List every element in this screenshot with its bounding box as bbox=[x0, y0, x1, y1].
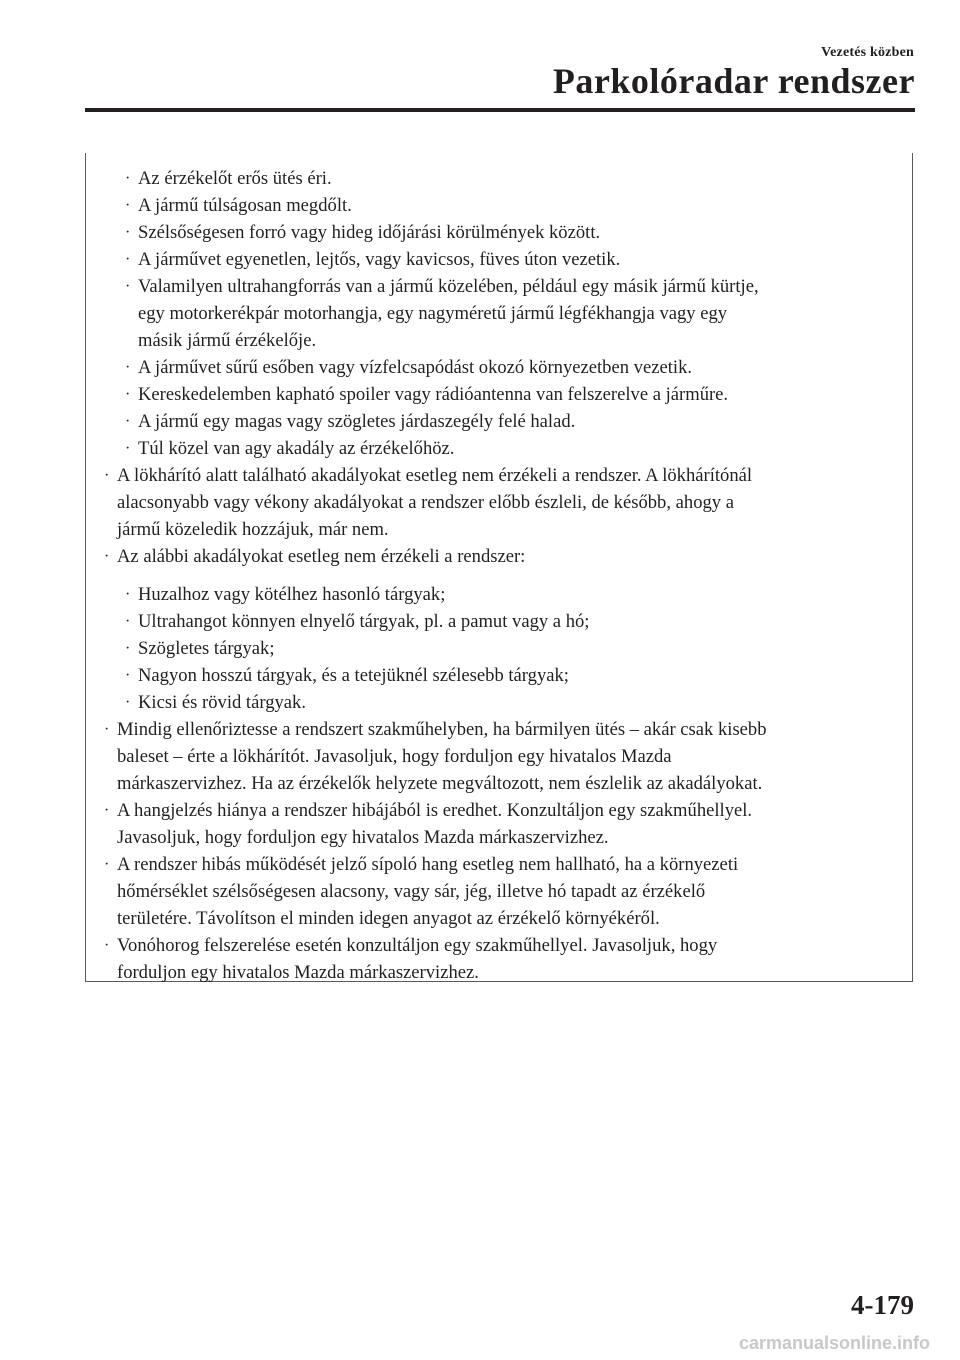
list-item bbox=[104, 543, 526, 570]
list-item bbox=[104, 851, 739, 932]
list-item-line: A hangjelzés hiánya a rendszer hibájából is eredhet. Konzultáljon egy szakműhellyel. bbox=[117, 800, 753, 821]
list-item-line: Nagyon hosszú tárgyak, és a tetejüknél szélesebb tárgyak; bbox=[138, 665, 569, 686]
list-item-line: Javasoljuk, hogy forduljon egy hivatalos Mazda márkaszervizhez. bbox=[117, 827, 609, 848]
bullet-icon: · bbox=[125, 440, 131, 457]
list-item bbox=[125, 408, 576, 435]
list-item-line: Huzalhoz vagy kötélhez hasonló tárgyak; bbox=[138, 584, 446, 605]
section-label: Vezetés közben bbox=[821, 45, 914, 60]
bullet-icon: · bbox=[104, 802, 110, 819]
list-item bbox=[125, 635, 275, 662]
list-item-line: márkaszervizhez. Ha az érzékelők helyzete megváltozott, nem észlelik az akadályokat. bbox=[117, 773, 763, 794]
list-item bbox=[125, 354, 693, 381]
list-item bbox=[125, 689, 306, 716]
list-item bbox=[125, 662, 569, 689]
list-item-line: alacsonyabb vagy vékony akadályokat a rendszer előbb észleli, de később, ahogy a bbox=[117, 492, 734, 513]
list-item bbox=[125, 165, 332, 192]
list-item-line: Szögletes tárgyak; bbox=[138, 638, 275, 659]
bullet-icon: · bbox=[125, 197, 131, 214]
bullet-icon: · bbox=[125, 694, 131, 711]
bullet-icon: · bbox=[125, 586, 131, 603]
list-item-line: hőmérséklet szélsőségesen alacsony, vagy sár, jég, illetve hó tapadt az érzékelő bbox=[117, 881, 706, 902]
list-item bbox=[125, 435, 455, 462]
list-item bbox=[104, 932, 718, 986]
list-item bbox=[125, 192, 352, 219]
bullet-icon: · bbox=[125, 640, 131, 657]
bullet-icon: · bbox=[125, 278, 131, 295]
list-item-line: jármű közeledik hozzájuk, már nem. bbox=[117, 519, 389, 540]
list-item-line: Vonóhorog felszerelése esetén konzultáljon egy szakműhellyel. Javasoljuk, hogy bbox=[117, 935, 718, 956]
list-item bbox=[125, 246, 621, 273]
list-item-line: Kereskedelemben kapható spoiler vagy rádióantenna van felszerelve a járműre. bbox=[138, 384, 729, 405]
bullet-icon: · bbox=[125, 413, 131, 430]
bullet-icon: · bbox=[125, 667, 131, 684]
list-item-line: forduljon egy hivatalos Mazda márkaszervizhez. bbox=[117, 962, 479, 983]
list-item bbox=[125, 608, 590, 635]
bullet-icon: · bbox=[125, 613, 131, 630]
list-item bbox=[104, 716, 767, 797]
list-item-line: Ultrahangot könnyen elnyelő tárgyak, pl. a pamut vagy a hó; bbox=[138, 611, 590, 632]
list-item bbox=[104, 462, 753, 543]
page-title: Parkolóradar rendszer bbox=[552, 61, 915, 101]
list-item-line: A lökhárító alatt található akadályokat esetleg nem érzékeli a rendszer. A lökhárítónál bbox=[117, 465, 753, 486]
list-item-line: Az alábbi akadályokat esetleg nem érzékeli a rendszer: bbox=[117, 546, 526, 567]
bullet-icon: · bbox=[125, 170, 131, 187]
list-item-line: területére. Távolítson el minden idegen anyagot az érzékelő környékéről. bbox=[117, 908, 660, 929]
list-item-line: A jármű egy magas vagy szögletes járdaszegély felé halad. bbox=[138, 411, 576, 432]
bullet-icon: · bbox=[104, 721, 110, 738]
bullet-icon: · bbox=[104, 548, 110, 565]
page-number: 4-179 bbox=[851, 1290, 914, 1320]
bullet-icon: · bbox=[125, 224, 131, 241]
bullet-icon: · bbox=[104, 467, 110, 484]
list-item-line: A jármű túlságosan megdőlt. bbox=[138, 195, 352, 216]
list-item-line: A járművet egyenetlen, lejtős, vagy kavicsos, füves úton vezetik. bbox=[138, 249, 621, 270]
bullet-icon: · bbox=[125, 386, 131, 403]
list-item bbox=[125, 219, 601, 246]
list-item-line: Szélsőségesen forró vagy hideg időjárási körülmények között. bbox=[138, 222, 601, 243]
list-item bbox=[125, 273, 759, 354]
bullet-icon: · bbox=[104, 856, 110, 873]
header-divider bbox=[85, 108, 915, 112]
list-item-line: Valamilyen ultrahangforrás van a jármű közelében, például egy másik jármű kürtje, bbox=[138, 276, 759, 297]
bullet-icon: · bbox=[125, 359, 131, 376]
list-item-line: egy motorkerékpár motorhangja, egy nagyméretű jármű légfékhangja vagy egy bbox=[138, 303, 728, 324]
list-item-line: A járművet sűrű esőben vagy vízfelcsapódást okozó környezetben vezetik. bbox=[138, 357, 693, 378]
list-item-line: másik jármű érzékelője. bbox=[138, 330, 317, 351]
list-item bbox=[125, 581, 446, 608]
bullet-icon: · bbox=[104, 937, 110, 954]
list-item bbox=[104, 797, 753, 851]
list-item-line: A rendszer hibás működését jelző sípoló hang esetleg nem hallható, ha a környezeti bbox=[117, 854, 739, 875]
list-item bbox=[125, 381, 729, 408]
bullet-icon: · bbox=[125, 251, 131, 268]
list-item-line: Kicsi és rövid tárgyak. bbox=[138, 692, 306, 713]
footer-watermark: carmanualsonline.info bbox=[738, 1333, 930, 1353]
list-item-line: Túl közel van agy akadály az érzékelőhöz. bbox=[138, 438, 455, 459]
list-item-line: Az érzékelőt erős ütés éri. bbox=[138, 168, 332, 189]
list-item-line: baleset – érte a lökhárítót. Javasoljuk, hogy forduljon egy hivatalos Mazda bbox=[117, 746, 672, 767]
list-item-line: Mindig ellenőriztesse a rendszert szakműhelyben, ha bármilyen ütés – akár csak kisebb bbox=[117, 719, 767, 740]
